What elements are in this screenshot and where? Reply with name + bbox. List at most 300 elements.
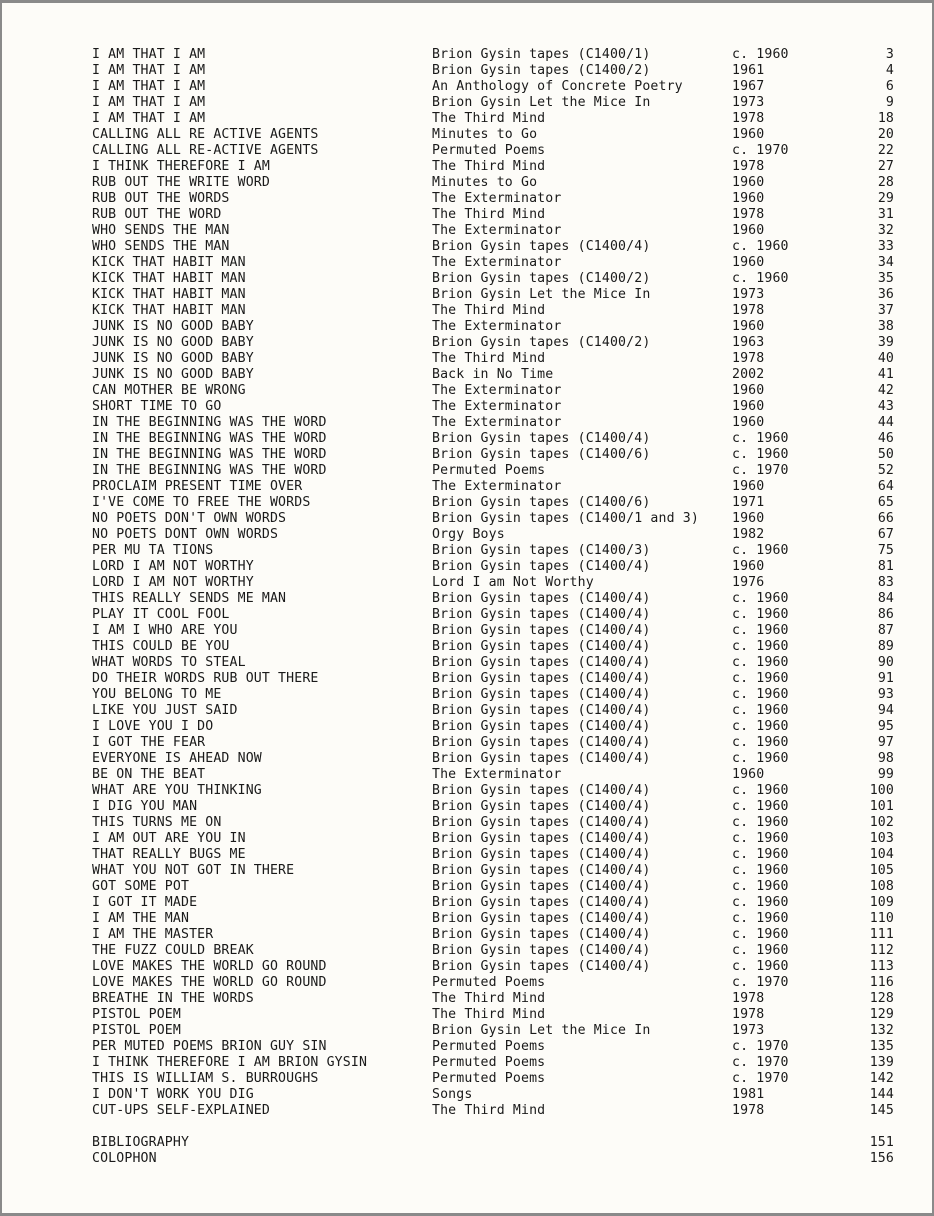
source-title: Brion Gysin tapes (C1400/4)	[432, 639, 651, 654]
page-number: 46	[877, 431, 894, 446]
poem-title: WHAT ARE YOU THINKING	[92, 783, 262, 798]
poem-title: EVERYONE IS AHEAD NOW	[92, 751, 262, 766]
source-year: 1967	[732, 79, 765, 94]
source-title: Brion Gysin tapes (C1400/4)	[432, 895, 651, 910]
page-number: 113	[869, 959, 894, 974]
source-year: 1976	[732, 575, 765, 590]
poem-title: JUNK IS NO GOOD BABY	[92, 367, 254, 382]
toc-row	[92, 639, 896, 655]
page-number: 87	[877, 623, 894, 638]
source-title: Brion Gysin tapes (C1400/4)	[432, 815, 651, 830]
poem-title: JUNK IS NO GOOD BABY	[92, 335, 254, 350]
source-title: Brion Gysin tapes (C1400/4)	[432, 623, 651, 638]
page-number: 94	[877, 703, 894, 718]
source-title: Brion Gysin tapes (C1400/4)	[432, 783, 651, 798]
toc-row	[92, 623, 896, 639]
source-year: 1960	[732, 511, 765, 526]
source-year: c. 1970	[732, 463, 789, 478]
source-title: Brion Gysin tapes (C1400/6)	[432, 495, 651, 510]
source-title: Permuted Poems	[432, 463, 546, 478]
source-year: c. 1960	[732, 895, 789, 910]
page-number: 135	[869, 1039, 894, 1054]
page-number: 86	[877, 607, 894, 622]
toc-row	[92, 671, 896, 687]
toc-row	[92, 415, 896, 431]
page-number: 44	[877, 415, 894, 430]
source-title: Permuted Poems	[432, 1055, 546, 1070]
page-number: 27	[877, 159, 894, 174]
poem-title: THIS COULD BE YOU	[92, 639, 230, 654]
page-number: 66	[877, 511, 894, 526]
source-year: c. 1960	[732, 623, 789, 638]
page-number: 42	[877, 383, 894, 398]
poem-title: I LOVE YOU I DO	[92, 719, 214, 734]
toc-row	[92, 751, 896, 767]
section-title: COLOPHON	[92, 1151, 157, 1166]
source-title: The Third Mind	[432, 111, 546, 126]
poem-title: CALLING ALL RE ACTIVE AGENTS	[92, 127, 319, 142]
page-number: 38	[877, 319, 894, 334]
source-title: The Exterminator	[432, 223, 562, 238]
toc-row	[92, 559, 896, 575]
page-number: 101	[869, 799, 894, 814]
toc-row	[92, 975, 896, 991]
poem-title: RUB OUT THE WORDS	[92, 191, 230, 206]
source-year: 2002	[732, 367, 765, 382]
poem-title: I AM THAT I AM	[92, 63, 206, 78]
poem-title: I AM THAT I AM	[92, 79, 206, 94]
poem-title: KICK THAT HABIT MAN	[92, 287, 246, 302]
page-number: 39	[877, 335, 894, 350]
source-year: c. 1960	[732, 687, 789, 702]
toc-row	[92, 463, 896, 479]
source-year: 1960	[732, 559, 765, 574]
source-year: 1960	[732, 767, 765, 782]
source-title: The Third Mind	[432, 303, 546, 318]
toc-row	[92, 959, 896, 975]
poem-title: I DON'T WORK YOU DIG	[92, 1087, 254, 1102]
source-year: 1973	[732, 1023, 765, 1038]
source-year: 1960	[732, 319, 765, 334]
source-title: Brion Gysin tapes (C1400/4)	[432, 863, 651, 878]
poem-title: LORD I AM NOT WORTHY	[92, 559, 254, 574]
source-title: Brion Gysin tapes (C1400/4)	[432, 847, 651, 862]
toc-row	[92, 991, 896, 1007]
toc-row	[92, 159, 896, 175]
source-title: Lord I am Not Worthy	[432, 575, 594, 590]
source-year: 1960	[732, 191, 765, 206]
source-title: Back in No Time	[432, 367, 554, 382]
source-title: The Exterminator	[432, 191, 562, 206]
toc-row	[92, 143, 896, 159]
toc-row	[92, 719, 896, 735]
page-number: 142	[869, 1071, 894, 1086]
source-title: Brion Gysin tapes (C1400/4)	[432, 799, 651, 814]
toc-row	[92, 79, 896, 95]
section-gap	[92, 1119, 896, 1135]
page-number: 151	[869, 1135, 894, 1150]
toc-row	[92, 735, 896, 751]
poem-title: JUNK IS NO GOOD BABY	[92, 319, 254, 334]
source-title: Songs	[432, 1087, 473, 1102]
source-year: 1978	[732, 111, 765, 126]
poem-title: IN THE BEGINNING WAS THE WORD	[92, 463, 327, 478]
source-title: Brion Gysin tapes (C1400/4)	[432, 911, 651, 926]
page-number: 52	[877, 463, 894, 478]
source-year: c. 1970	[732, 975, 789, 990]
source-year: 1973	[732, 287, 765, 302]
poem-title: WHAT YOU NOT GOT IN THERE	[92, 863, 295, 878]
source-year: 1978	[732, 207, 765, 222]
source-title: The Exterminator	[432, 383, 562, 398]
toc-row	[92, 319, 896, 335]
source-title: Brion Gysin tapes (C1400/2)	[432, 335, 651, 350]
source-title: Brion Gysin Let the Mice In	[432, 95, 651, 110]
source-year: c. 1960	[732, 831, 789, 846]
poem-title: NO POETS DONT OWN WORDS	[92, 527, 279, 542]
poem-title: THIS TURNS ME ON	[92, 815, 222, 830]
source-year: c. 1960	[732, 783, 789, 798]
source-title: Orgy Boys	[432, 527, 505, 542]
toc-row	[92, 527, 896, 543]
poem-title: RUB OUT THE WORD	[92, 207, 222, 222]
source-year: 1978	[732, 1007, 765, 1022]
poem-title: RUB OUT THE WRITE WORD	[92, 175, 270, 190]
poem-title: I AM THAT I AM	[92, 47, 206, 62]
poem-title: THAT REALLY BUGS ME	[92, 847, 246, 862]
page-number: 128	[869, 991, 894, 1006]
toc-row	[92, 335, 896, 351]
source-year: 1978	[732, 1103, 765, 1118]
source-year: 1978	[732, 991, 765, 1006]
page-number: 91	[877, 671, 894, 686]
poem-title: I AM THE MASTER	[92, 927, 214, 942]
source-title: Brion Gysin tapes (C1400/6)	[432, 447, 651, 462]
source-title: The Third Mind	[432, 991, 546, 1006]
toc-row	[92, 511, 896, 527]
page-number: 75	[877, 543, 894, 558]
source-title: Brion Gysin Let the Mice In	[432, 287, 651, 302]
source-year: c. 1960	[732, 879, 789, 894]
poem-title: IN THE BEGINNING WAS THE WORD	[92, 415, 327, 430]
toc-row	[92, 847, 896, 863]
source-year: 1982	[732, 527, 765, 542]
poem-title: PER MUTED POEMS BRION GUY SIN	[92, 1039, 327, 1054]
toc-row	[92, 1039, 896, 1055]
page-number: 34	[877, 255, 894, 270]
page-number: 81	[877, 559, 894, 574]
poem-title: I THINK THEREFORE I AM	[92, 159, 270, 174]
toc-row	[92, 447, 896, 463]
source-year: c. 1960	[732, 671, 789, 686]
page-number: 3	[885, 47, 894, 62]
source-year: c. 1960	[732, 655, 789, 670]
source-title: Brion Gysin tapes (C1400/1 and 3)	[432, 511, 699, 526]
toc-row	[92, 911, 896, 927]
source-title: Brion Gysin tapes (C1400/4)	[432, 591, 651, 606]
page-number: 65	[877, 495, 894, 510]
page-number: 111	[869, 927, 894, 942]
page-number: 33	[877, 239, 894, 254]
poem-title: KICK THAT HABIT MAN	[92, 271, 246, 286]
poem-title: PER MU TA TIONS	[92, 543, 214, 558]
source-year: 1960	[732, 175, 765, 190]
toc-row	[92, 543, 896, 559]
source-title: Brion Gysin tapes (C1400/4)	[432, 751, 651, 766]
source-year: c. 1960	[732, 927, 789, 942]
source-title: The Exterminator	[432, 415, 562, 430]
source-year: c. 1960	[732, 543, 789, 558]
poem-title: PROCLAIM PRESENT TIME OVER	[92, 479, 303, 494]
toc-row	[92, 1023, 896, 1039]
page-number: 110	[869, 911, 894, 926]
poem-title: DO THEIR WORDS RUB OUT THERE	[92, 671, 319, 686]
source-title: Minutes to Go	[432, 127, 538, 142]
poem-title: LIKE YOU JUST SAID	[92, 703, 238, 718]
toc-row	[92, 783, 896, 799]
page-number: 31	[877, 207, 894, 222]
poem-title: BREATHE IN THE WORDS	[92, 991, 254, 1006]
page-number: 102	[869, 815, 894, 830]
source-year: c. 1970	[732, 1055, 789, 1070]
poem-title: YOU BELONG TO ME	[92, 687, 222, 702]
source-year: c. 1960	[732, 943, 789, 958]
source-title: Brion Gysin tapes (C1400/4)	[432, 927, 651, 942]
toc-row	[92, 239, 896, 255]
toc-row	[92, 879, 896, 895]
page-number: 28	[877, 175, 894, 190]
source-year: 1978	[732, 303, 765, 318]
source-year: c. 1960	[732, 815, 789, 830]
toc-row	[92, 223, 896, 239]
poem-title: LORD I AM NOT WORTHY	[92, 575, 254, 590]
poem-title: I AM THAT I AM	[92, 95, 206, 110]
source-year: 1981	[732, 1087, 765, 1102]
toc-row	[92, 607, 896, 623]
source-year: 1978	[732, 159, 765, 174]
poem-title: I AM THAT I AM	[92, 111, 206, 126]
page-number: 108	[869, 879, 894, 894]
source-year: c. 1960	[732, 703, 789, 718]
poem-title: I AM OUT ARE YOU IN	[92, 831, 246, 846]
source-title: Brion Gysin tapes (C1400/4)	[432, 879, 651, 894]
page-number: 50	[877, 447, 894, 462]
toc-row	[92, 175, 896, 191]
source-year: c. 1960	[732, 607, 789, 622]
source-title: Permuted Poems	[432, 975, 546, 990]
source-title: Brion Gysin tapes (C1400/4)	[432, 671, 651, 686]
source-title: The Third Mind	[432, 207, 546, 222]
page-number: 6	[885, 79, 894, 94]
source-title: Brion Gysin tapes (C1400/2)	[432, 271, 651, 286]
source-year: c. 1960	[732, 271, 789, 286]
page-number: 105	[869, 863, 894, 878]
source-year: c. 1960	[732, 799, 789, 814]
page-number: 116	[869, 975, 894, 990]
toc-row	[92, 575, 896, 591]
source-year: c. 1960	[732, 735, 789, 750]
source-year: c. 1960	[732, 847, 789, 862]
page-number: 4	[885, 63, 894, 78]
source-title: The Third Mind	[432, 159, 546, 174]
source-title: The Exterminator	[432, 479, 562, 494]
source-title: Permuted Poems	[432, 143, 546, 158]
toc-row	[92, 399, 896, 415]
source-title: The Third Mind	[432, 351, 546, 366]
poem-title: IN THE BEGINNING WAS THE WORD	[92, 447, 327, 462]
source-title: Brion Gysin Let the Mice In	[432, 1023, 651, 1038]
section-title: BIBLIOGRAPHY	[92, 1135, 190, 1150]
page-number: 98	[877, 751, 894, 766]
toc-row	[92, 1007, 896, 1023]
source-year: 1960	[732, 223, 765, 238]
page-number: 145	[869, 1103, 894, 1118]
poem-title: WHO SENDS THE MAN	[92, 223, 230, 238]
page-number: 89	[877, 639, 894, 654]
poem-title: PLAY IT COOL FOOL	[92, 607, 230, 622]
page-number: 22	[877, 143, 894, 158]
toc-row	[92, 47, 896, 63]
source-title: Brion Gysin tapes (C1400/4)	[432, 687, 651, 702]
page-number: 132	[869, 1023, 894, 1038]
toc-row	[92, 927, 896, 943]
toc-row	[92, 95, 896, 111]
poem-title: I THINK THEREFORE I AM BRION GYSIN	[92, 1055, 368, 1070]
toc-row	[92, 287, 896, 303]
source-title: Brion Gysin tapes (C1400/4)	[432, 239, 651, 254]
source-title: Brion Gysin tapes (C1400/4)	[432, 719, 651, 734]
source-year: 1963	[732, 335, 765, 350]
toc-row	[92, 831, 896, 847]
source-title: Brion Gysin tapes (C1400/4)	[432, 559, 651, 574]
source-year: 1960	[732, 383, 765, 398]
source-title: Brion Gysin tapes (C1400/4)	[432, 831, 651, 846]
source-year: c. 1970	[732, 1039, 789, 1054]
source-year: 1960	[732, 127, 765, 142]
source-title: Brion Gysin tapes (C1400/1)	[432, 47, 651, 62]
source-title: The Exterminator	[432, 319, 562, 334]
poem-title: I DIG YOU MAN	[92, 799, 198, 814]
document-page	[2, 3, 932, 1213]
source-title: An Anthology of Concrete Poetry	[432, 79, 683, 94]
poem-title: THIS IS WILLIAM S. BURROUGHS	[92, 1071, 319, 1086]
source-year: 1973	[732, 95, 765, 110]
poem-title: NO POETS DON'T OWN WORDS	[92, 511, 287, 526]
source-year: 1961	[732, 63, 765, 78]
poem-title: I GOT IT MADE	[92, 895, 198, 910]
toc-row	[92, 1055, 896, 1071]
page-number: 32	[877, 223, 894, 238]
toc-row	[92, 351, 896, 367]
toc-row	[92, 271, 896, 287]
source-title: Permuted Poems	[432, 1039, 546, 1054]
page-number: 43	[877, 399, 894, 414]
toc-row	[92, 431, 896, 447]
toc-row	[92, 703, 896, 719]
poem-title: JUNK IS NO GOOD BABY	[92, 351, 254, 366]
poem-title: THIS REALLY SENDS ME MAN	[92, 591, 287, 606]
source-title: Brion Gysin tapes (C1400/4)	[432, 735, 651, 750]
page-number: 90	[877, 655, 894, 670]
poem-title: CAN MOTHER BE WRONG	[92, 383, 246, 398]
page-number: 41	[877, 367, 894, 382]
poem-title: WHAT WORDS TO STEAL	[92, 655, 246, 670]
page-number: 97	[877, 735, 894, 750]
poem-title: PISTOL POEM	[92, 1007, 181, 1022]
poem-title: LOVE MAKES THE WORLD GO ROUND	[92, 975, 327, 990]
page-number: 144	[869, 1087, 894, 1102]
source-title: Brion Gysin tapes (C1400/3)	[432, 543, 651, 558]
toc-row	[92, 767, 896, 783]
toc-row	[92, 367, 896, 383]
toc-row	[92, 943, 896, 959]
page-number: 95	[877, 719, 894, 734]
poem-title: KICK THAT HABIT MAN	[92, 255, 246, 270]
source-year: c. 1960	[732, 47, 789, 62]
page-number: 37	[877, 303, 894, 318]
toc-row	[92, 495, 896, 511]
poem-title: CALLING ALL RE-ACTIVE AGENTS	[92, 143, 319, 158]
source-year: c. 1960	[732, 591, 789, 606]
source-year: c. 1960	[732, 431, 789, 446]
source-title: Permuted Poems	[432, 1071, 546, 1086]
page-number: 84	[877, 591, 894, 606]
poem-title: SHORT TIME TO GO	[92, 399, 222, 414]
page-number: 129	[869, 1007, 894, 1022]
source-year: c. 1970	[732, 1071, 789, 1086]
poem-title: PISTOL POEM	[92, 1023, 181, 1038]
source-title: Brion Gysin tapes (C1400/4)	[432, 943, 651, 958]
poem-title: I AM THE MAN	[92, 911, 190, 926]
toc-row	[92, 1103, 896, 1119]
toc-row	[92, 687, 896, 703]
source-year: 1960	[732, 255, 765, 270]
toc-row	[92, 111, 896, 127]
page-number: 35	[877, 271, 894, 286]
page-number: 103	[869, 831, 894, 846]
source-year: c. 1960	[732, 959, 789, 974]
source-year: 1971	[732, 495, 765, 510]
toc-row-back-matter	[92, 1151, 896, 1167]
source-year: c. 1960	[732, 719, 789, 734]
toc-row	[92, 815, 896, 831]
source-year: c. 1960	[732, 447, 789, 462]
poem-title: WHO SENDS THE MAN	[92, 239, 230, 254]
toc-row-back-matter	[92, 1135, 896, 1151]
poem-title: BE ON THE BEAT	[92, 767, 206, 782]
page-number: 9	[885, 95, 894, 110]
source-title: The Third Mind	[432, 1007, 546, 1022]
poem-title: I'VE COME TO FREE THE WORDS	[92, 495, 311, 510]
page-number: 104	[869, 847, 894, 862]
toc-row	[92, 207, 896, 223]
source-year: 1960	[732, 479, 765, 494]
source-title: Brion Gysin tapes (C1400/4)	[432, 703, 651, 718]
page-number: 112	[869, 943, 894, 958]
source-year: 1960	[732, 415, 765, 430]
source-title: The Exterminator	[432, 255, 562, 270]
page-number: 67	[877, 527, 894, 542]
page-number: 64	[877, 479, 894, 494]
table-of-contents	[92, 47, 896, 1167]
toc-row	[92, 303, 896, 319]
poem-title: LOVE MAKES THE WORLD GO ROUND	[92, 959, 327, 974]
page-number: 93	[877, 687, 894, 702]
poem-title: IN THE BEGINNING WAS THE WORD	[92, 431, 327, 446]
poem-title: KICK THAT HABIT MAN	[92, 303, 246, 318]
poem-title: I GOT THE FEAR	[92, 735, 206, 750]
toc-row	[92, 191, 896, 207]
